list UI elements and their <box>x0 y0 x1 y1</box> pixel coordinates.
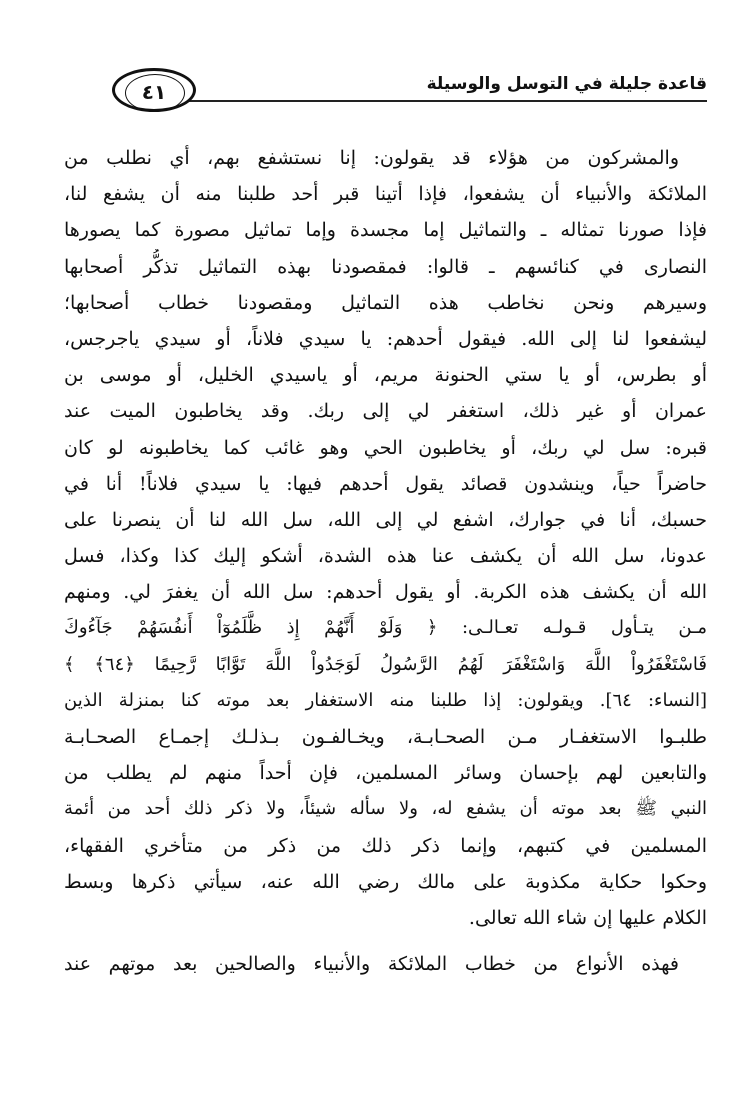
text-line: [النساء: ٦٤]. ويقولون: إذا طلبنا منه الاستغفار بعد موته كنا بمنزلة الذين <box>64 689 707 711</box>
text-line: أو بطرس، أو يا ستي الحنونة مريم، أو ياسيدي الخليل، أو موسى بن <box>64 364 707 387</box>
text-line: ليشفعوا لنا إلى الله. فيقول أحدهم: يا سيدي فلاناً، أو سيدي ياجرجس، <box>64 327 707 350</box>
text-line: والمشركون من هؤلاء قد يقولون: إنا نستشفع بهم، أي نطلب من <box>64 147 679 169</box>
body-text <box>64 140 707 982</box>
running-title: قاعدة جليلة في التوسل والوسيلة <box>426 74 707 94</box>
quran-verse-line: مـن يتـأول قـولـه تعـالـى: ﴿ وَلَوْ أَنَّهُمْ إِذ ظَّلَمُوٓاْ أَنفُسَهُمْ جَآءُوكَ <box>64 617 707 639</box>
page-header <box>112 68 707 116</box>
text-line: فهذه الأنواع من خطاب الملائكة والأنبياء والصالحين بعد موتهم عند <box>64 953 679 976</box>
text-line: الله أن يكشف هذه الكربة. أو يقول أحدهم: سل الله أن يغفرَ لي. ومنهم <box>64 581 707 604</box>
page-number-badge <box>112 68 196 112</box>
text-line: وحكوا حكاية مكذوبة على مالك رضي الله عنه، سيأتي ذكرها وبسط <box>64 870 707 893</box>
page-number: ٤١ <box>141 80 167 104</box>
text-line: عدونا، سل الله أن يكشف عنا هذه الشدة، أشكو إليك كذا وكذا، فسل <box>64 545 707 568</box>
text-line: عمران أو غير ذلك، استغفر لي إلى ربك. وقد يخاطبون الميت عند <box>64 400 707 423</box>
paragraph-end-line: الكلام عليها إن شاء الله تعالى. <box>468 906 707 929</box>
text-line: حسبك، أنا في جوارك، اشفع لي إلى الله، سل الله لنا أن ينصرنا على <box>64 508 707 531</box>
header-rule <box>172 100 707 102</box>
text-line: فإذا صورنا تمثاله ـ والتماثيل إما مجسدة وإما تماثيل مصورة كما يصورها <box>64 219 707 242</box>
text-line: حاضراً حياً، وينشدون قصائد يقول أحدهم فيها: يا سيدي فلاناً! أنا في <box>64 472 707 495</box>
text-line: قبره: سل لي ربك، أو يخاطبون الحي وهو غائب كما يخاطبونه لو كان <box>64 436 707 459</box>
text-line: والتابعين لهم بإحسان وسائر المسلمين، فإن أحداً منهم لم يطلب من <box>64 762 707 785</box>
quran-verse-line: فَاسْتَغْفَرُواْ اللَّهَ وَاسْتَغْفَرَ لَهُمُ الرَّسُولُ لَوَجَدُواْ اللَّهَ تَوَّابًا رَّحِيمًا ﴿٦٤﴾ ﴾ <box>64 653 707 675</box>
text-line: الملائكة والأنبياء أن يشفعوا، فإذا أتينا قبر أحد طلبنا منه أن يشفع لنا، <box>64 183 707 206</box>
text-line: المسلمين في كتبهم، وإنما ذكر ذلك من ذكر من متأخري الفقهاء، <box>64 834 707 857</box>
text-line: وسيرهم ونحن نخاطب هذه التماثيل ومقصودنا خطاب أصحابها؛ <box>64 291 707 314</box>
text-line: النصارى في كنائسهم ـ قالوا: فمقصودنا بهذه التماثيل تذكُّر أصحابها <box>64 255 707 278</box>
text-line: النبي ﷺ بعد موته أن يشفع له، ولا سأله شيئاً، ولا ذكر ذلك أحد من أئمة <box>64 798 707 820</box>
text-line: طلبـوا الاستغفـار مـن الصحـابـة، ويخـالفـون بـذلـك إجمـاع الصحـابـة <box>64 726 707 748</box>
paragraph-gap <box>64 936 707 946</box>
